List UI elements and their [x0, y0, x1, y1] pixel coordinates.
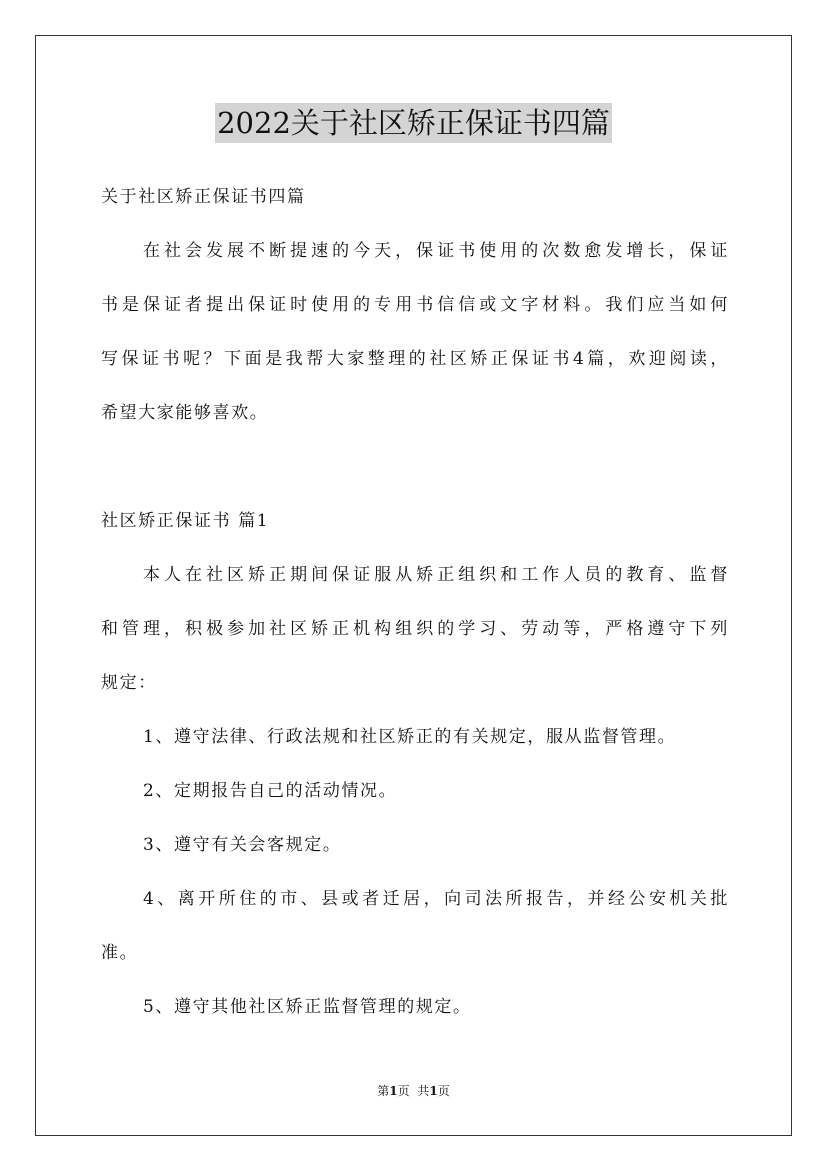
title-container	[0, 103, 827, 143]
footer-page-prefix: 第	[377, 1084, 390, 1098]
section-paragraph-line: 规定：	[101, 673, 157, 693]
paragraph-gap	[101, 440, 729, 494]
footer-total-pages: 1	[429, 1084, 438, 1098]
footer-total-suffix: 页	[437, 1084, 450, 1098]
footer-total-prefix: 共	[417, 1084, 430, 1098]
page-footer	[0, 1083, 827, 1099]
section-paragraph-line: 本人在社区矫正期间保证服从矫正组织和工作人员的教育、监督	[143, 565, 729, 585]
section-heading: 社区矫正保证书 篇1	[101, 511, 270, 531]
footer-page-suffix: 页	[397, 1084, 410, 1098]
rule-item: 5、遵守其他社区矫正监督管理的规定。	[143, 997, 472, 1017]
rule-item: 2、定期报告自己的活动情况。	[143, 781, 398, 801]
footer-page-number: 1	[389, 1084, 398, 1098]
intro-line: 在社会发展不断提速的今天，保证书使用的次数愈发增长，保证	[143, 241, 729, 261]
intro-line: 写保证书呢？下面是我帮大家整理的社区矫正保证书4篇，欢迎阅读，	[101, 349, 729, 369]
section-paragraph-line: 和管理，积极参加社区矫正机构组织的学习、劳动等，严格遵守下列	[101, 619, 729, 639]
document-subtitle: 关于社区矫正保证书四篇	[101, 187, 306, 207]
document-title: 2022关于社区矫正保证书四篇	[215, 103, 612, 143]
rule-item: 1、遵守法律、行政法规和社区矫正的有关规定，服从监督管理。	[143, 727, 677, 747]
document-body	[101, 170, 729, 1034]
rule-item-continuation: 准。	[101, 943, 139, 963]
rule-item: 4、离开所住的市、县或者迁居，向司法所报告，并经公安机关批	[143, 889, 729, 909]
rule-item: 3、遵守有关会客规定。	[143, 835, 342, 855]
intro-line: 书是保证者提出保证时使用的专用书信信或文字材料。我们应当如何	[101, 295, 729, 315]
intro-line: 希望大家能够喜欢。	[101, 403, 269, 423]
